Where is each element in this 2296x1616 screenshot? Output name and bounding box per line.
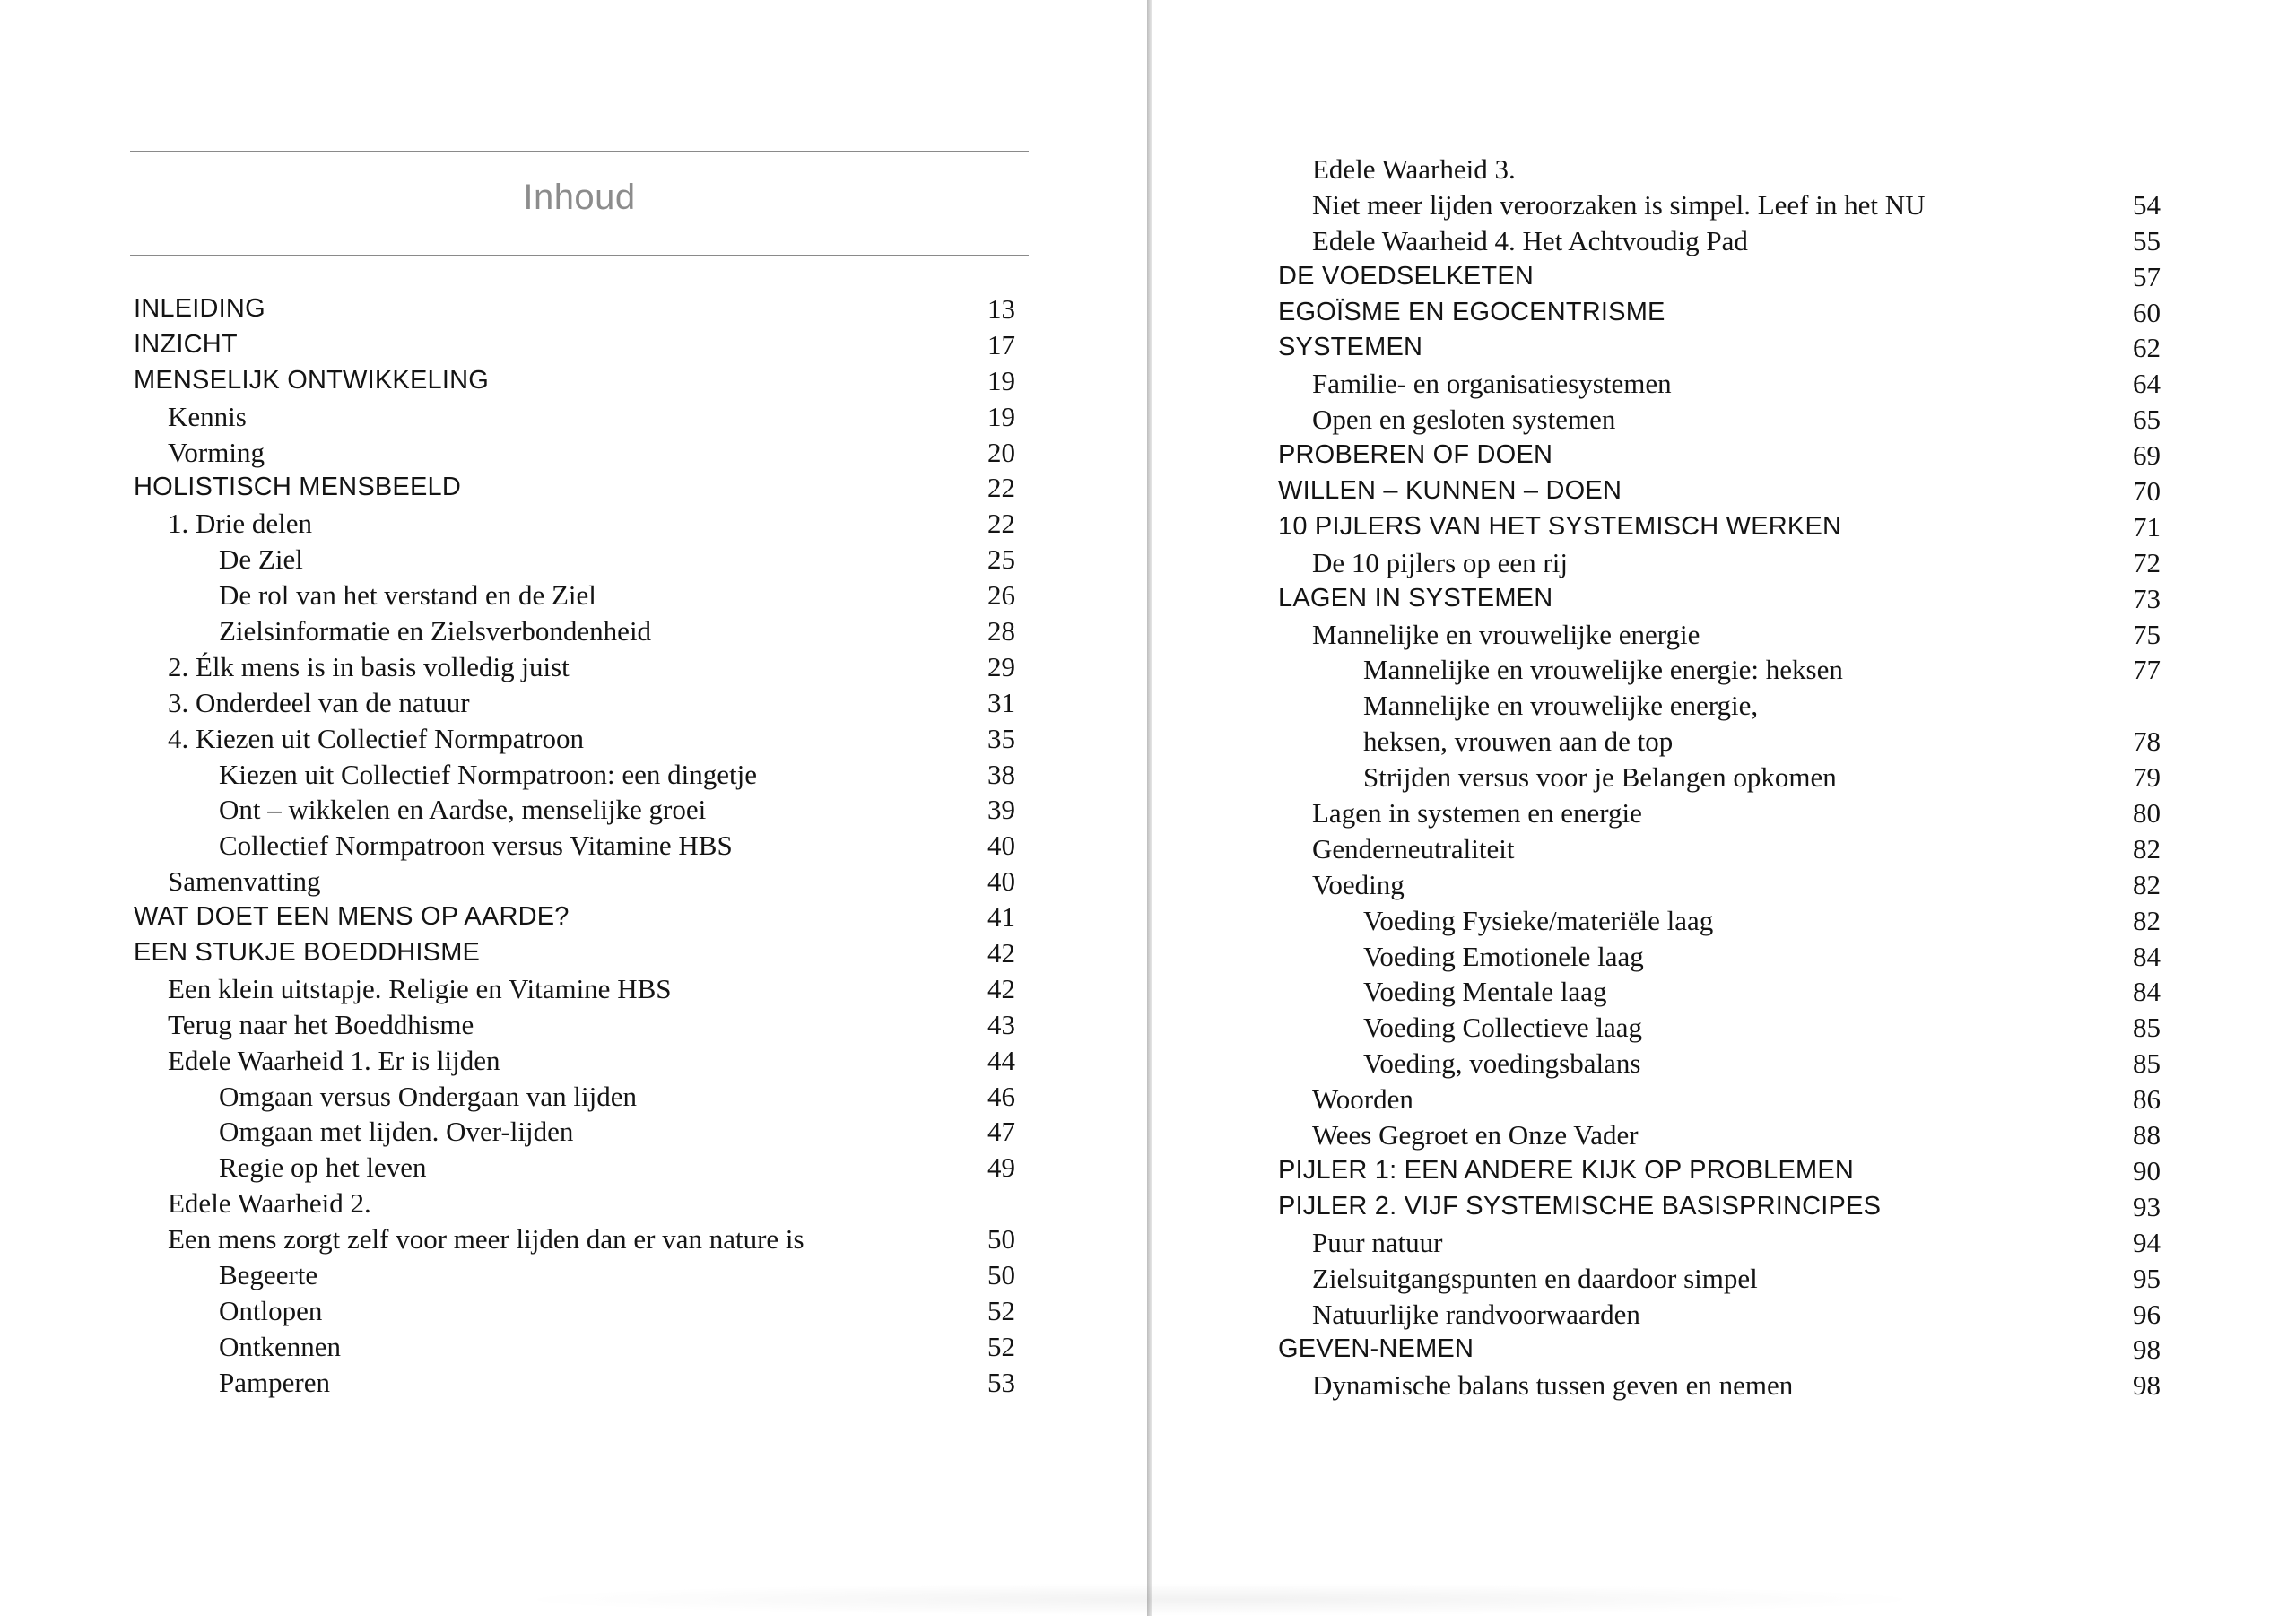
toc-list-left [134, 291, 1015, 1401]
toc-entry-title: Zielsinformatie en Zielsverbondenheid [219, 615, 652, 647]
toc-entry[interactable] [134, 506, 1015, 542]
toc-entry-title: Mannelijke en vrouwelijke energie [1312, 618, 1700, 650]
toc-entry[interactable] [1278, 330, 2161, 366]
toc-entry[interactable] [134, 685, 1015, 721]
toc-entry-page: 86 [2133, 1083, 2161, 1116]
toc-entry-title: De 10 pijlers op een rij [1312, 546, 1568, 578]
toc-entry-page: 28 [987, 615, 1015, 647]
toc-entry[interactable] [134, 864, 1015, 899]
toc-entry-page: 52 [987, 1294, 1015, 1326]
toc-entry-title: EEN STUKJE BOEDDHISME [134, 938, 481, 968]
toc-entry-title: Zielsuitgangspunten en daardoor simpel [1312, 1262, 1758, 1294]
toc-entry[interactable] [134, 470, 1015, 506]
toc-entry-title: EGOÏSME EN EGOCENTRISME [1278, 297, 1665, 326]
toc-entry[interactable] [1278, 1332, 2161, 1368]
toc-entry[interactable] [1278, 1010, 2161, 1046]
toc-entry-page: 42 [987, 937, 1015, 969]
toc-entry-title: HOLISTISCH MENSBEELD [134, 473, 461, 502]
toc-entry-title: Voeding Collectieve laag [1363, 1012, 1643, 1044]
toc-entry[interactable] [1278, 1082, 2161, 1117]
toc-entry-title: Omgaan versus Ondergaan van lijden [219, 1080, 638, 1112]
toc-entry[interactable] [134, 1365, 1015, 1401]
title-rule-top [130, 151, 1029, 152]
toc-entry[interactable] [1278, 1297, 2161, 1333]
toc-entry[interactable] [134, 935, 1015, 971]
toc-entry-title: Lagen in systemen en energie [1312, 797, 1642, 830]
toc-entry[interactable] [134, 792, 1015, 828]
toc-entry-title: 4. Kiezen uit Collectief Normpatroon [168, 722, 585, 754]
toc-entry-title: Een klein uitstapje. Religie en Vitamine HBS [168, 972, 672, 1004]
toc-entry-title: PIJLER 1: EEN ANDERE KIJK OP PROBLEMEN [1278, 1155, 1855, 1185]
toc-entry[interactable] [134, 1329, 1015, 1365]
toc-entry[interactable] [1278, 474, 2161, 509]
toc-entry[interactable] [1278, 545, 2161, 581]
toc-entry-page: 84 [2133, 976, 2161, 1008]
toc-entry-title: GEVEN-NEMEN [1278, 1334, 1474, 1364]
toc-entry-title: Een mens zorgt zelf voor meer lijden dan er van nature is [168, 1223, 804, 1255]
toc-entry-page: 49 [987, 1151, 1015, 1184]
toc-entry-title: Puur natuur [1312, 1226, 1443, 1258]
toc-entry-title: Pamperen [219, 1366, 330, 1398]
toc-entry[interactable] [134, 613, 1015, 649]
toc-entry[interactable] [1278, 617, 2161, 653]
toc-entry-page: 19 [987, 400, 1015, 432]
toc-entry-page: 40 [987, 830, 1015, 862]
toc-entry-title: Terug naar het Boeddhisme [168, 1008, 474, 1040]
toc-entry-title: Wees Gegroet en Onze Vader [1312, 1119, 1639, 1151]
toc-entry-title: Woorden [1312, 1083, 1413, 1116]
toc-entry-title: Vorming [168, 436, 265, 468]
toc-entry-page: 44 [987, 1044, 1015, 1076]
toc-entry-page: 79 [2133, 761, 2161, 794]
toc-entry-title: Samenvatting [168, 865, 321, 898]
toc-entry-page: 20 [987, 436, 1015, 468]
toc-entry[interactable] [134, 1150, 1015, 1186]
toc-entry-title: Kiezen uit Collectief Normpatroon: een dingetje [219, 758, 757, 790]
toc-entry-title: Begeerte [219, 1259, 318, 1291]
toc-entry-page: 39 [987, 794, 1015, 826]
toc-entry-title: Voeding [1312, 868, 1405, 900]
toc-entry-title: Strijden versus voor je Belangen opkomen [1363, 761, 1837, 794]
toc-entry-title: Niet meer lijden veroorzaken is simpel. Leef in het NU [1312, 188, 1926, 221]
toc-entry[interactable] [1278, 903, 2161, 939]
toc-entry-title: INZICHT [134, 329, 238, 359]
toc-entry-title: Edele Waarheid 3. [1312, 153, 1516, 185]
toc-entry-title: SYSTEMEN [1278, 333, 1423, 362]
toc-entry-page: 22 [987, 472, 1015, 504]
toc-entry[interactable] [134, 757, 1015, 793]
toc-entry[interactable] [134, 435, 1015, 471]
toc-entry-page: 82 [2133, 904, 2161, 936]
toc-entry-page: 90 [2133, 1154, 2161, 1186]
toc-entry-title: Natuurlijke randvoorwaarden [1312, 1298, 1640, 1330]
toc-entry-page: 26 [987, 579, 1015, 612]
toc-entry[interactable] [1278, 1189, 2161, 1225]
toc-entry-page: 19 [987, 364, 1015, 396]
toc-entry-page: 62 [2133, 332, 2161, 364]
toc-entry[interactable] [134, 291, 1015, 327]
toc-entry-title: heksen, vrouwen aan de top [1363, 725, 1674, 758]
toc-entry[interactable] [134, 828, 1015, 864]
toc-entry-page: 60 [2133, 296, 2161, 328]
toc-entry-page: 55 [2133, 224, 2161, 256]
toc-entry-page: 38 [987, 758, 1015, 790]
toc-entry[interactable] [1278, 688, 2161, 724]
toc-entry-title: Edele Waarheid 4. Het Achtvoudig Pad [1312, 224, 1748, 256]
toc-entry-page: 94 [2133, 1226, 2161, 1258]
toc-entry-title: Edele Waarheid 2. [168, 1187, 371, 1220]
toc-entry[interactable] [1278, 1153, 2161, 1189]
toc-entry[interactable] [1278, 939, 2161, 975]
toc-entry-title: LAGEN IN SYSTEMEN [1278, 583, 1553, 613]
toc-entry-page: 70 [2133, 475, 2161, 508]
toc-entry[interactable] [1278, 974, 2161, 1010]
toc-entry-title: Mannelijke en vrouwelijke energie, [1363, 690, 1759, 722]
toc-entry[interactable] [134, 971, 1015, 1007]
toc-entry[interactable] [1278, 1368, 2161, 1403]
toc-entry-page: 50 [987, 1223, 1015, 1255]
toc-entry-page: 52 [987, 1330, 1015, 1362]
toc-entry-page: 95 [2133, 1262, 2161, 1294]
toc-entry-page: 96 [2133, 1298, 2161, 1330]
toc-entry[interactable] [134, 327, 1015, 363]
toc-entry-title: PIJLER 2. VIJF SYSTEMISCHE BASISPRINCIPES [1278, 1191, 1882, 1221]
toc-entry[interactable] [134, 399, 1015, 435]
toc-entry-page: 82 [2133, 832, 2161, 864]
toc-entry-title: PROBEREN OF DOEN [1278, 440, 1553, 470]
toc-entry[interactable] [134, 363, 1015, 399]
toc-entry[interactable] [1278, 152, 2161, 187]
toc-entry-title: Voeding Mentale laag [1363, 976, 1607, 1008]
toc-entry[interactable] [134, 1221, 1015, 1257]
toc-entry-page: 25 [987, 543, 1015, 576]
toc-entry-page: 77 [2133, 654, 2161, 686]
toc-entry[interactable] [1278, 223, 2161, 259]
toc-entry-page: 54 [2133, 188, 2161, 221]
toc-entry-page: 40 [987, 865, 1015, 898]
toc-entry-page: 71 [2133, 510, 2161, 543]
toc-entry[interactable] [134, 1079, 1015, 1115]
toc-entry[interactable] [134, 1114, 1015, 1150]
toc-entry-page: 47 [987, 1116, 1015, 1148]
toc-entry-title: Kennis [168, 400, 247, 432]
toc-entry-page: 53 [987, 1366, 1015, 1398]
toc-entry[interactable] [1278, 581, 2161, 617]
toc-entry-page: 22 [987, 508, 1015, 540]
toc-entry-title: De Ziel [219, 543, 303, 576]
toc-entry-page: 50 [987, 1259, 1015, 1291]
toc-entry-page: 65 [2133, 404, 2161, 436]
toc-entry-page: 42 [987, 972, 1015, 1004]
toc-entry-page: 43 [987, 1008, 1015, 1040]
toc-entry-page: 98 [2133, 1369, 2161, 1402]
toc-entry-page: 46 [987, 1080, 1015, 1112]
toc-entry[interactable] [134, 899, 1015, 935]
toc-entry-page: 29 [987, 650, 1015, 682]
toc-entry-title: 10 PIJLERS VAN HET SYSTEMISCH WERKEN [1278, 511, 1842, 541]
toc-entry[interactable] [1278, 867, 2161, 903]
toc-entry-title: 2. Élk mens is in basis volledig juist [168, 650, 570, 682]
toc-entry-page: 78 [2133, 725, 2161, 758]
toc-entry-page: 88 [2133, 1119, 2161, 1151]
toc-entry-title: Voeding, voedingsbalans [1363, 1047, 1641, 1080]
toc-entry-page: 98 [2133, 1334, 2161, 1366]
toc-entry-title: WILLEN – KUNNEN – DOEN [1278, 476, 1622, 506]
toc-entry[interactable] [1278, 259, 2161, 295]
toc-entry-title: Regie op het leven [219, 1151, 427, 1184]
toc-entry[interactable] [1278, 438, 2161, 474]
toc-entry[interactable] [1278, 1046, 2161, 1082]
toc-entry-title: Omgaan met lijden. Over-lijden [219, 1116, 574, 1148]
toc-entry-title: MENSELIJK ONTWIKKELING [134, 365, 489, 395]
bottom-shadow [502, 1583, 1937, 1616]
toc-entry[interactable] [1278, 366, 2161, 402]
toc-entry-page: 41 [987, 901, 1015, 934]
toc-entry[interactable] [134, 721, 1015, 757]
toc-entry-page: 82 [2133, 868, 2161, 900]
toc-entry[interactable] [134, 578, 1015, 613]
toc-entry[interactable] [1278, 1225, 2161, 1261]
toc-entry[interactable] [1278, 509, 2161, 545]
toc-entry-title: Collectief Normpatroon versus Vitamine HBS [219, 830, 733, 862]
toc-entry[interactable] [134, 1293, 1015, 1329]
title-rule-bottom [130, 255, 1029, 256]
toc-entry-page: 80 [2133, 797, 2161, 830]
toc-entry-title: WAT DOET EEN MENS OP AARDE? [134, 902, 570, 932]
toc-list-right [1278, 152, 2161, 1403]
toc-entry-title: Ontkennen [219, 1330, 342, 1362]
toc-entry[interactable] [134, 649, 1015, 685]
toc-entry[interactable] [1278, 1117, 2161, 1153]
toc-entry-page: 64 [2133, 368, 2161, 400]
toc-title: Inhoud [523, 178, 636, 217]
toc-entry[interactable] [134, 1186, 1015, 1221]
toc-entry-title: Dynamische balans tussen geven en nemen [1312, 1369, 1794, 1402]
toc-entry-title: Ont – wikkelen en Aardse, menselijke groei [219, 794, 707, 826]
toc-entry-title: 3. Onderdeel van de natuur [168, 686, 470, 718]
toc-entry-title: INLEIDING [134, 294, 265, 323]
toc-entry-title: Mannelijke en vrouwelijke energie: heksen [1363, 654, 1843, 686]
toc-entry-page: 73 [2133, 582, 2161, 614]
toc-entry[interactable] [134, 1257, 1015, 1293]
toc-entry[interactable] [134, 1043, 1015, 1079]
toc-entry-page: 57 [2133, 260, 2161, 292]
toc-entry[interactable] [1278, 295, 2161, 331]
toc-entry[interactable] [1278, 795, 2161, 831]
toc-entry[interactable] [1278, 652, 2161, 688]
toc-entry-title: Familie- en organisatiesystemen [1312, 368, 1672, 400]
toc-entry[interactable] [1278, 402, 2161, 438]
toc-entry-title: 1. Drie delen [168, 508, 312, 540]
toc-entry-page: 31 [987, 686, 1015, 718]
toc-entry-page: 85 [2133, 1012, 2161, 1044]
toc-entry-page: 35 [987, 722, 1015, 754]
toc-entry-title: Ontlopen [219, 1294, 323, 1326]
toc-entry-title: Voeding Emotionele laag [1363, 940, 1644, 972]
toc-entry-page: 69 [2133, 439, 2161, 472]
toc-entry[interactable] [1278, 831, 2161, 867]
toc-entry-page: 72 [2133, 546, 2161, 578]
toc-entry-page: 93 [2133, 1190, 2161, 1222]
toc-entry-page: 85 [2133, 1047, 2161, 1080]
toc-entry[interactable] [134, 1007, 1015, 1043]
right-page [1152, 0, 2296, 1616]
toc-entry-page: 17 [987, 328, 1015, 361]
toc-entry[interactable] [1278, 187, 2161, 223]
toc-entry[interactable] [134, 542, 1015, 578]
toc-entry-title: DE VOEDSELKETEN [1278, 261, 1535, 291]
toc-entry-page: 13 [987, 293, 1015, 325]
toc-entry-title: Genderneutraliteit [1312, 832, 1515, 864]
toc-entry-title: Edele Waarheid 1. Er is lijden [168, 1044, 500, 1076]
toc-entry-title: Voeding Fysieke/materiële laag [1363, 904, 1714, 936]
toc-entry-page: 84 [2133, 940, 2161, 972]
toc-entry[interactable] [1278, 1261, 2161, 1297]
toc-entry-page: 75 [2133, 618, 2161, 650]
toc-entry-title: Open en gesloten systemen [1312, 404, 1616, 436]
toc-entry[interactable] [1278, 760, 2161, 795]
toc-entry-title: De rol van het verstand en de Ziel [219, 579, 596, 612]
toc-entry[interactable] [1278, 724, 2161, 760]
